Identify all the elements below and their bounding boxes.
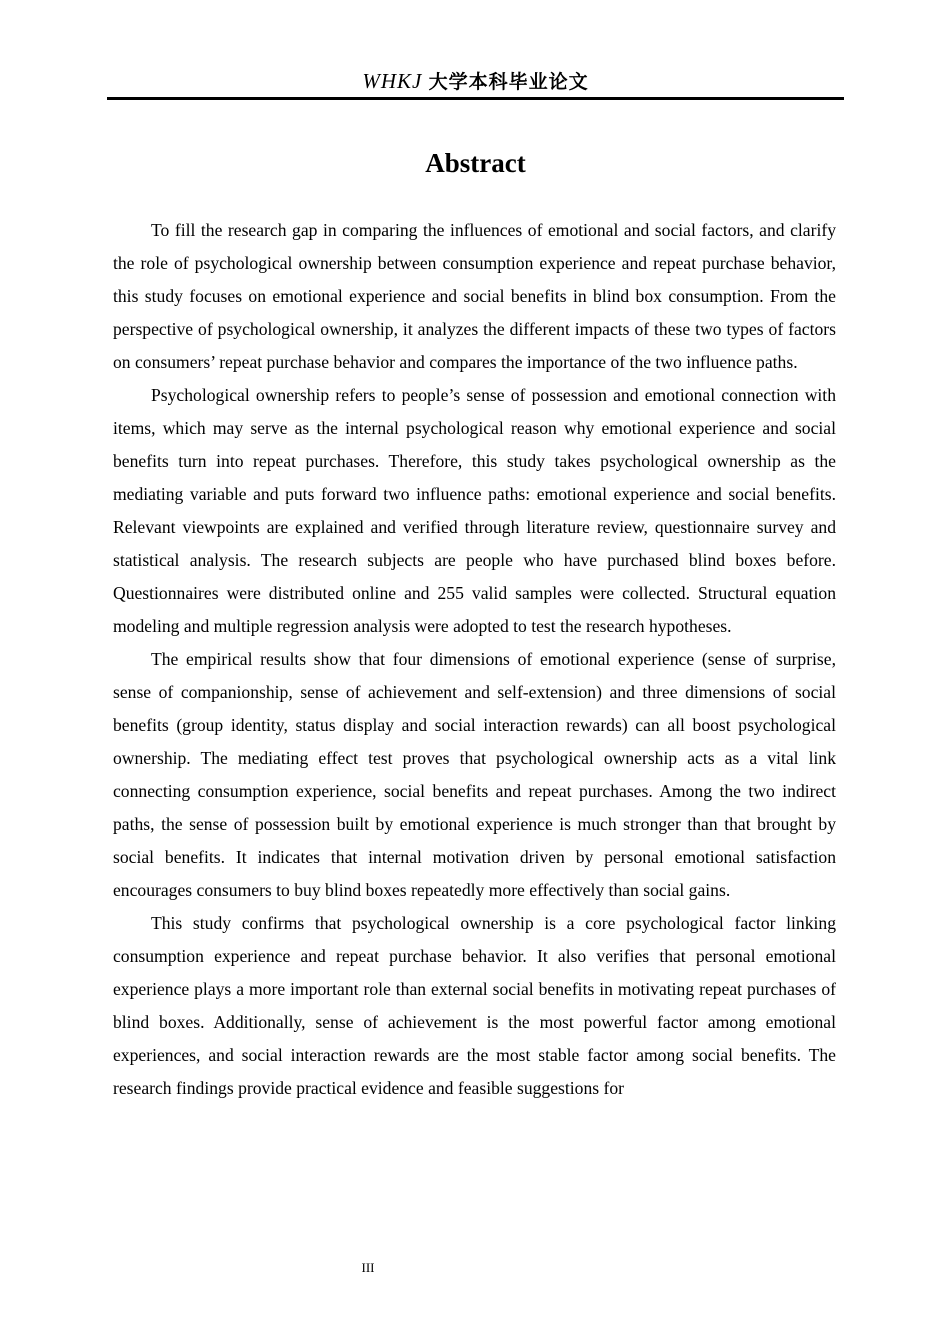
page-title: Abstract bbox=[425, 148, 526, 178]
abstract-paragraph-1: To fill the research gap in comparing the influences of emotional and social factors, and clarify the role of psychological ownership between consumption experience and repeat purchase behavior, this study focuses on emotional experience and social benefits in blind box consumption. From the perspective of psychological ownership, it analyzes the different impacts of these two types of factors on consumers’ repeat purchase behavior and compares the importance of the two influence paths. bbox=[113, 220, 836, 372]
header-thesis-label: 大学本科毕业论文 bbox=[428, 71, 589, 93]
abstract-paragraph-3: The empirical results show that four dimensions of emotional experience (sense of surprise, sense of companionship, sense of achievement and self-extension) and three dimensions of social benefits (group identity, status display and social interaction rewards) can all boost psychological ownership. The mediating effect test proves that psychological ownership acts as a vital link connecting consumption experience, social benefits and repeat purchases. Among the two indirect paths, the sense of possession built by emotional experience is much stronger than that brought by social benefits. It indicates that internal motivation driven by personal emotional satisfaction encourages consumers to buy blind boxes repeatedly more effectively than social gains. bbox=[113, 649, 836, 900]
page-number: III bbox=[361, 1260, 375, 1275]
abstract-paragraph-4: This study confirms that psychological ownership is a core psychological factor linking consumption experience and repeat purchase behavior. It also verifies that personal emotional experience plays a more important role than external social benefits in motivating repeat purchases of blind boxes. Additionally, sense of achievement is the most powerful factor among emotional experiences, and social interaction rewards are the most stable factor among social benefits. The research findings provide practical evidence and feasible suggestions for bbox=[113, 913, 836, 1098]
abstract-paragraph-2: Psychological ownership refers to people’s sense of possession and emotional connection with items, which may serve as the internal psychological reason why emotional experience and social benefits turn into repeat purchases. Therefore, this study takes psychological ownership as the mediating variable and puts forward two influence paths: emotional experience and social benefits. Relevant viewpoints are explained and verified through literature review, questionnaire survey and statistical analysis. The research subjects are people who have purchased blind boxes before. Questionnaires were distributed online and 255 valid samples were collected. Structural equation modeling and multiple regression analysis were adopted to test the research hypotheses. bbox=[113, 385, 836, 636]
header-institution-code: WHKJ bbox=[362, 69, 423, 93]
header-rule bbox=[107, 97, 844, 100]
running-header bbox=[107, 66, 844, 97]
abstract-body bbox=[113, 214, 836, 1105]
